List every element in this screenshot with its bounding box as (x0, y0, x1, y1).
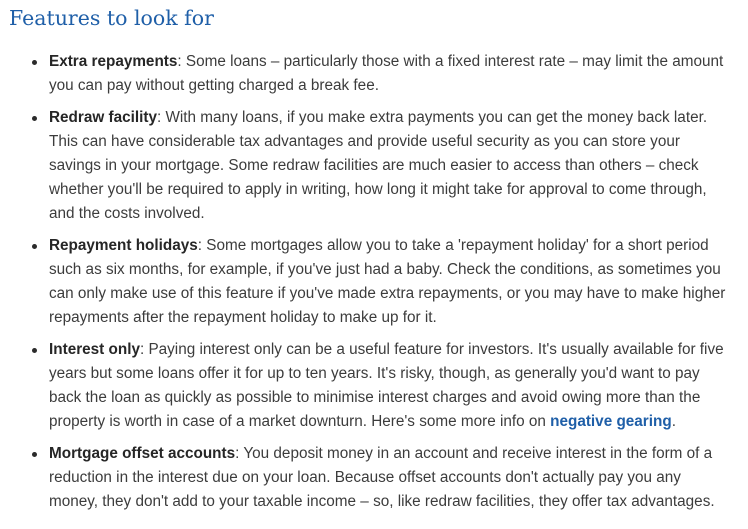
section-heading: Features to look for (9, 6, 214, 30)
feature-term: Extra repayments (49, 53, 178, 70)
feature-term: Repayment holidays (49, 237, 198, 254)
list-item-extra-repayments (49, 50, 733, 98)
feature-description: : Some loans – particularly those with a fixed interest rate – may limit the amount you can pay without getting charged a break fee. (49, 53, 724, 94)
feature-term: Redraw facility (49, 109, 157, 126)
features-list (49, 50, 733, 522)
negative-gearing-link[interactable]: negative gearing (550, 413, 672, 430)
feature-term: Interest only (49, 341, 140, 358)
feature-description: : With many loans, if you make extra payments you can get the money back later. This can have considerable tax advantages and provide useful security as you can store your savings in your mortgage. Some redraw facilities are much easier to access than others – check whether you'll be required to apply in writing, how long it might take for approval to come through, and the costs involved. (49, 109, 708, 222)
feature-description: : You deposit money in an account and receive interest in the form of a reduction in the interest due on your loan. Because offset accounts don't actually pay you any money, they don't add to your taxable income – so, like redraw facilities, they offer tax advantages. (49, 445, 715, 510)
list-item-interest-only (49, 338, 733, 434)
feature-description: : Some mortgages allow you to take a 'repayment holiday' for a short period such as six months, for example, if you've just had a baby. Check the conditions, as sometimes you can only make use of this feature if you've made extra repayments, or you may have to make higher repayments after the repayment holiday to make up for it. (49, 237, 726, 326)
feature-term: Mortgage offset accounts (49, 445, 236, 462)
feature-description-end: . (671, 413, 676, 430)
feature-description: : Paying interest only can be a useful feature for investors. It's usually available for five years but some loans offer it for up to ten years. It's risky, though, as generally you'd want to pay back the loan as quickly as possible to minimise interest charges and avoid owing more than the property is worth in case of a market downturn. Here's some more info on (49, 341, 724, 430)
list-item-redraw-facility (49, 106, 733, 226)
list-item-repayment-holidays (49, 234, 733, 330)
list-item-mortgage-offset-accounts (49, 442, 733, 514)
